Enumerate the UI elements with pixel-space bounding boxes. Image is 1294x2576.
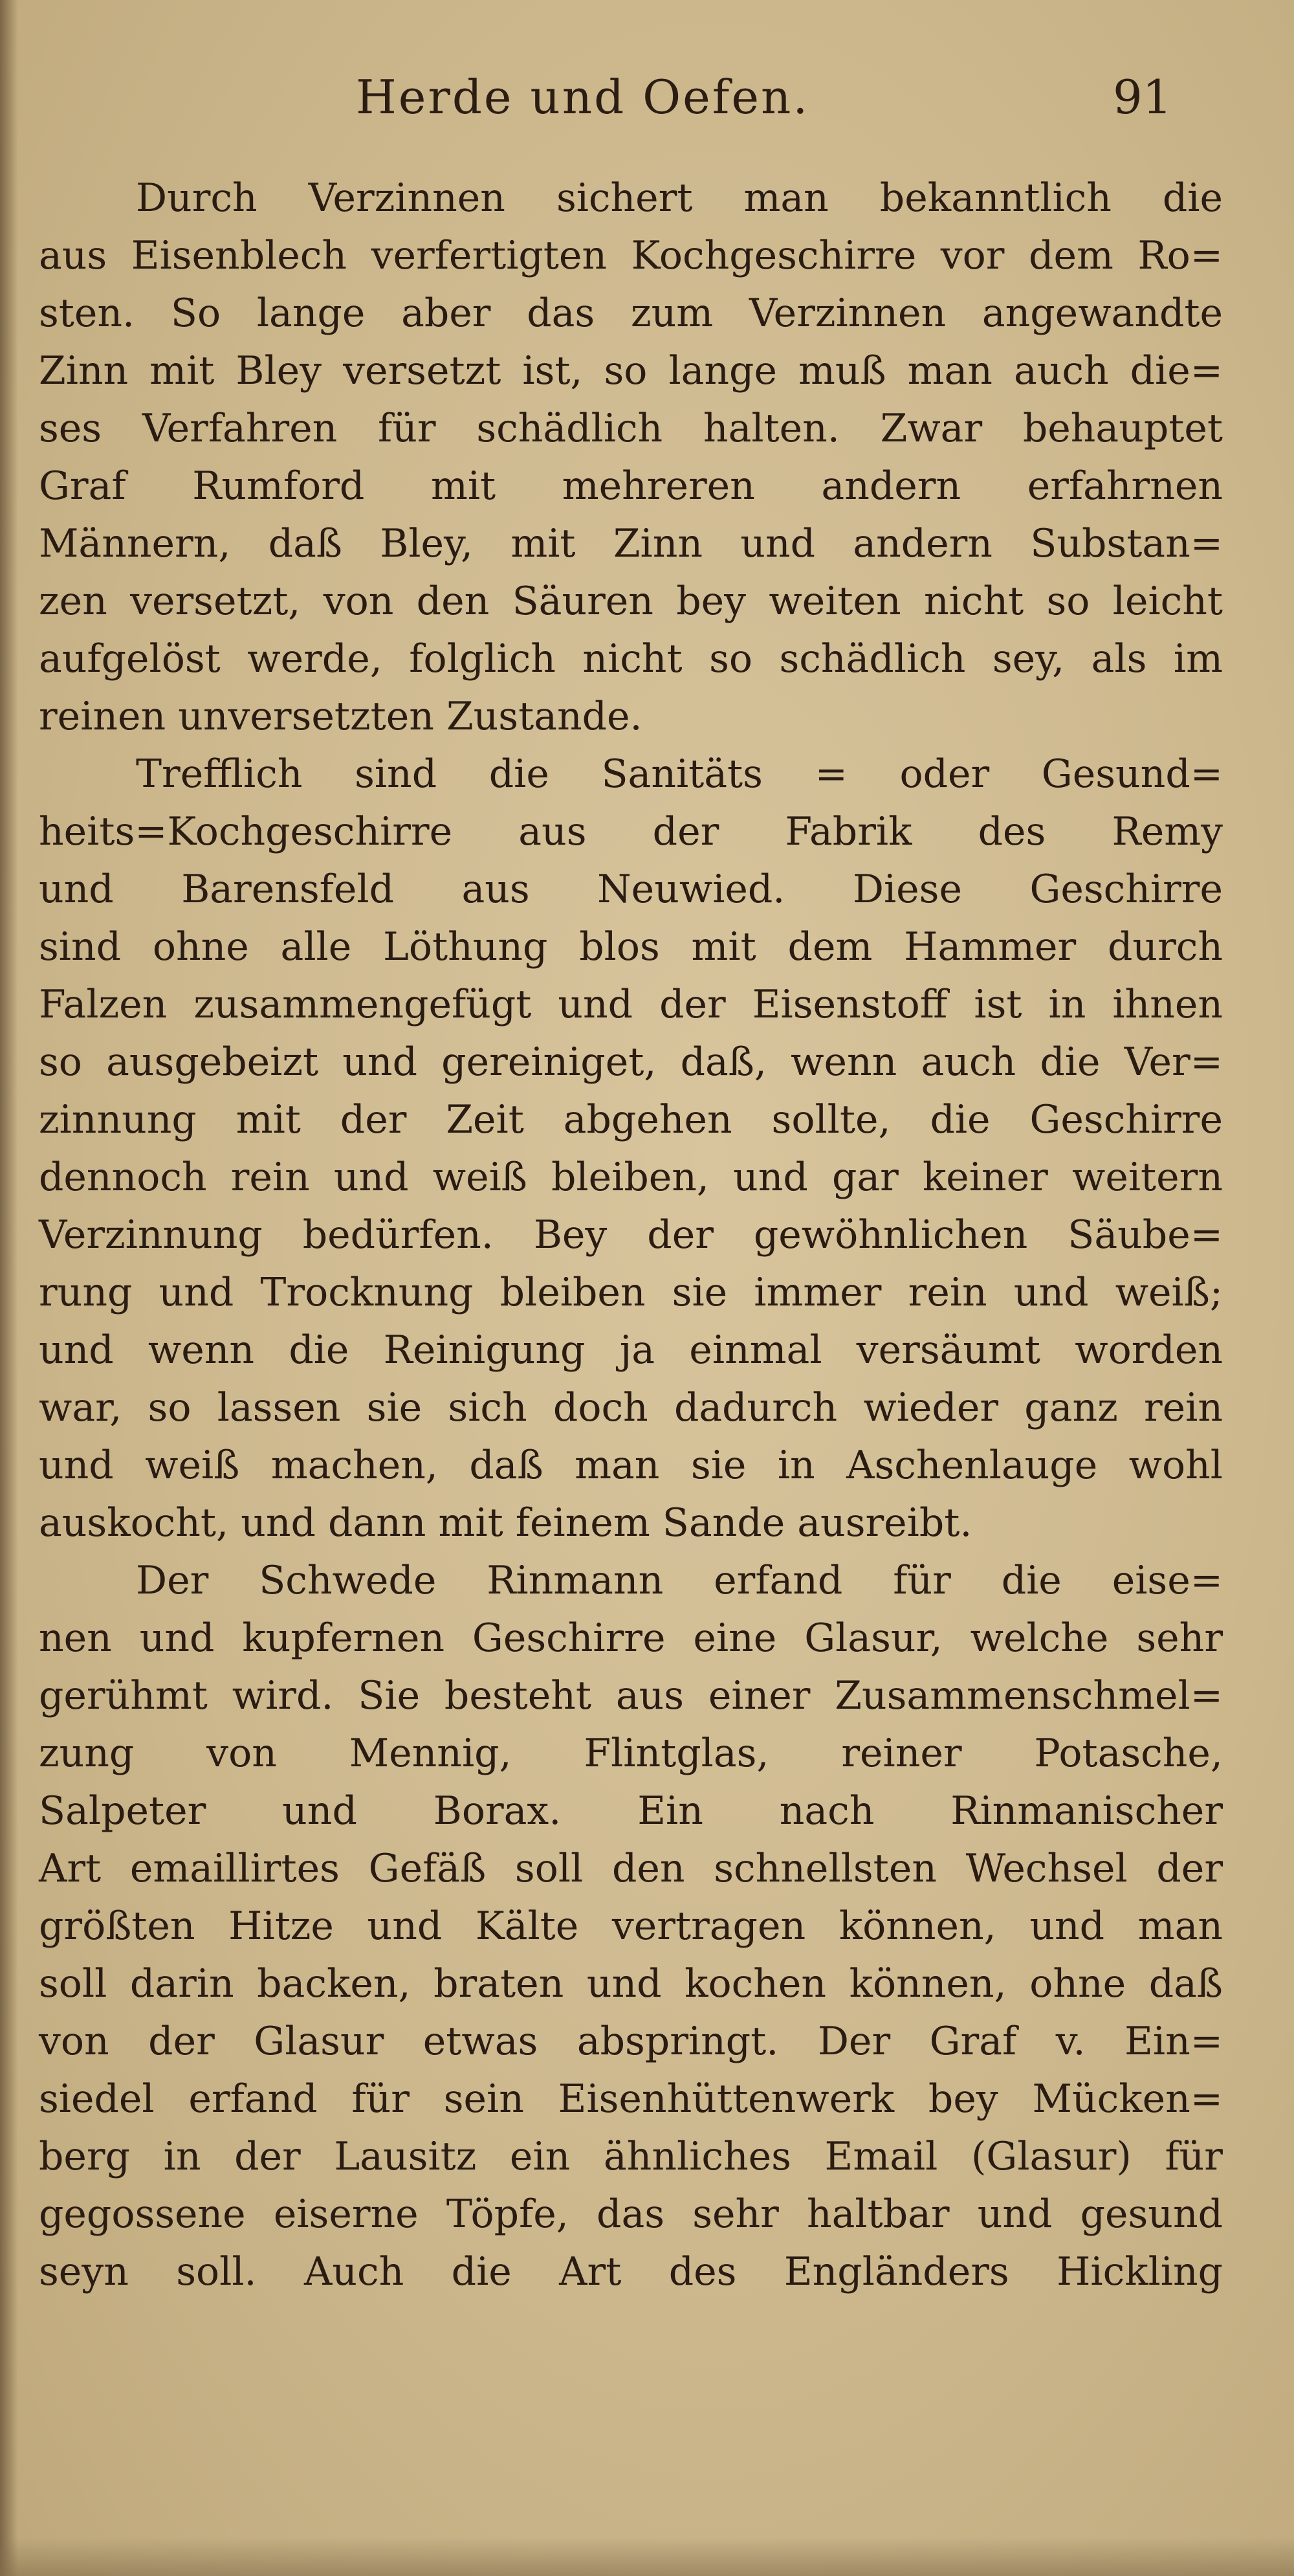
page-header — [39, 70, 1178, 141]
text-line: soll darin backen, braten und kochen können, ohne daß — [39, 1961, 1223, 2006]
text-line: gegossene eiserne Töpfe, das sehr haltbar und gesund — [39, 2192, 1223, 2237]
text-line: war, so lassen sie sich doch dadurch wieder ganz rein — [39, 1385, 1223, 1430]
text-line: seyn soll. Auch die Art des Engländers Hickling — [39, 2249, 1223, 2294]
text-line: nen und kupfernen Geschirre eine Glasur, welche sehr — [39, 1616, 1223, 1661]
text-line: Trefflich sind die Sanitäts = oder Gesund= — [136, 751, 1223, 797]
text-line: Falzen zusammengefügt und der Eisenstoff ist in ihnen — [39, 982, 1223, 1027]
text-line: Der Schwede Rinmann erfand für die eise= — [136, 1558, 1223, 1603]
page-bottom-shadow — [0, 2537, 1294, 2576]
text-line: dennoch rein und weiß bleiben, und gar keiner weitern — [39, 1155, 1223, 1200]
text-line: Art emaillirtes Gefäß soll den schnellsten Wechsel der — [39, 1846, 1223, 1891]
text-line: auskocht, und dann mit feinem Sande ausreibt. — [39, 1500, 972, 1546]
text-line: und wenn die Reinigung ja einmal versäumt worden — [39, 1327, 1223, 1373]
text-line: sten. So lange aber das zum Verzinnen angewandte — [39, 291, 1223, 336]
text-line: siedel erfand für sein Eisenhüttenwerk bey Mücken= — [39, 2076, 1223, 2122]
text-line: reinen unversetzten Zustande. — [39, 694, 642, 739]
page-number: 91 — [1113, 70, 1172, 124]
text-line: Durch Verzinnen sichert man bekanntlich die — [136, 175, 1223, 221]
text-line: gerühmt wird. Sie besteht aus einer Zusammenschmel= — [39, 1673, 1223, 1718]
text-line: heits=Kochgeschirre aus der Fabrik des Remy — [39, 809, 1223, 854]
text-line: aufgelöst werde, folglich nicht so schädlich sey, als im — [39, 636, 1223, 682]
text-line: sind ohne alle Löthung blos mit dem Hammer durch — [39, 924, 1223, 970]
text-line: aus Eisenblech verfertigten Kochgeschirre vor dem Ro= — [39, 233, 1223, 278]
text-line: und Barensfeld aus Neuwied. Diese Geschirre — [39, 867, 1223, 912]
text-line: Graf Rumford mit mehreren andern erfahrnen — [39, 463, 1223, 509]
text-line: ses Verfahren für schädlich halten. Zwar behauptet — [39, 406, 1223, 451]
text-line: zinnung mit der Zeit abgehen sollte, die Geschirre — [39, 1097, 1223, 1142]
text-line: rung und Trocknung bleiben sie immer rein und weiß; — [39, 1270, 1223, 1315]
text-line: Salpeter und Borax. Ein nach Rinmanischer — [39, 1788, 1223, 1834]
body-text — [39, 170, 1223, 2301]
text-line: größten Hitze und Kälte vertragen können, und man — [39, 1904, 1223, 1949]
page-gutter-shadow — [0, 0, 18, 2576]
text-line: von der Glasur etwas abspringt. Der Graf v. Ein= — [39, 2019, 1223, 2064]
text-line: Männern, daß Bley, mit Zinn und andern Substan= — [39, 521, 1223, 566]
text-line: zen versetzt, von den Säuren bey weiten nicht so leicht — [39, 579, 1223, 624]
text-line: und weiß machen, daß man sie in Aschenlauge wohl — [39, 1443, 1223, 1488]
text-line: so ausgebeizt und gereiniget, daß, wenn auch die Ver= — [39, 1039, 1223, 1085]
text-line: Zinn mit Bley versetzt ist, so lange muß man auch die= — [39, 348, 1223, 394]
text-line: berg in der Lausitz ein ähnliches Email (Glasur) für — [39, 2134, 1223, 2179]
text-line: Verzinnung bedürfen. Bey der gewöhnlichen Säube= — [39, 1212, 1223, 1258]
running-title: Herde und Oefen. — [356, 70, 810, 124]
text-line: zung von Mennig, Flintglas, reiner Potasche, — [39, 1731, 1223, 1776]
